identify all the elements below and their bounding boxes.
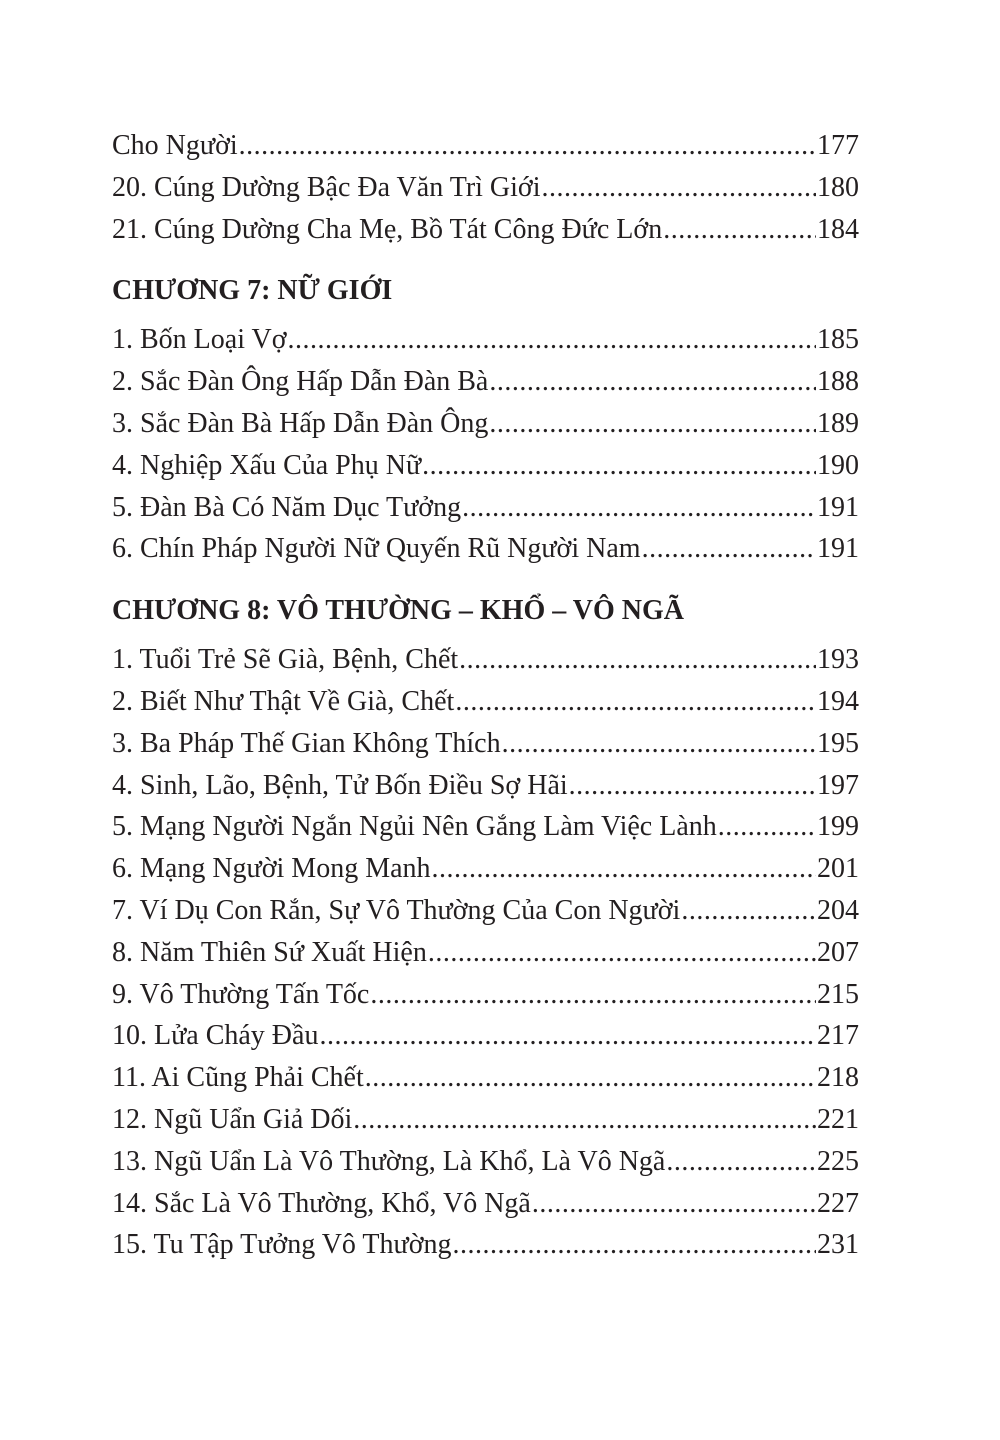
toc-entry (112, 639, 859, 681)
entry-page: 184 (817, 213, 859, 245)
entry-page: 180 (817, 171, 859, 203)
entry-title: 20. Cúng Dường Bậc Đa Văn Trì Giới (112, 171, 541, 203)
entry-page: 195 (817, 727, 859, 759)
dot-leader (502, 723, 816, 765)
entry-page: 188 (817, 366, 859, 398)
entry-title: 14. Sắc Là Vô Thường, Khổ, Vô Ngã (112, 1187, 531, 1219)
toc-chapter-8 (112, 590, 859, 1266)
entry-title: 9. Vô Thường Tấn Tốc (112, 978, 370, 1010)
toc-entry (112, 723, 859, 765)
entry-page: 231 (817, 1229, 859, 1261)
entry-page: 204 (817, 894, 859, 926)
toc-entry (112, 319, 859, 361)
dot-leader (642, 528, 816, 570)
dot-leader (718, 806, 816, 848)
entry-title: 11. Ai Cũng Phải Chết (112, 1062, 364, 1094)
entry-title: 7. Ví Dụ Con Rắn, Sự Vô Thường Của Con Người (112, 894, 681, 926)
dot-leader (353, 1099, 816, 1141)
toc-entry (112, 1224, 859, 1266)
toc-section-continued (112, 125, 859, 250)
dot-leader (432, 848, 816, 890)
chapter-heading: CHƯƠNG 7: NỮ GIỚI (112, 275, 393, 307)
dot-leader (462, 487, 816, 529)
entry-title: 15. Tu Tập Tưởng Vô Thường (112, 1229, 452, 1261)
entry-title: 4. Nghiệp Xấu Của Phụ Nữ (112, 449, 422, 481)
entry-title: 5. Đàn Bà Có Năm Dục Tưởng (112, 491, 462, 523)
entry-title: 2. Biết Như Thật Về Già, Chết (112, 685, 455, 717)
entry-page: 194 (817, 685, 859, 717)
toc-entry (112, 765, 859, 807)
entry-title: 4. Sinh, Lão, Bệnh, Tử Bốn Điều Sợ Hãi (112, 769, 568, 801)
toc-entry (112, 167, 859, 209)
dot-leader (288, 319, 816, 361)
dot-leader (542, 167, 816, 209)
entry-title: 10. Lửa Cháy Đầu (112, 1020, 319, 1052)
dot-leader (453, 1224, 816, 1266)
entry-page: 190 (817, 449, 859, 481)
entry-title: 21. Cúng Dường Cha Mẹ, Bồ Tát Công Đức Lớn (112, 213, 663, 245)
entry-page: 227 (817, 1187, 859, 1219)
entry-title: 2. Sắc Đàn Ông Hấp Dẫn Đàn Bà (112, 366, 489, 398)
entry-page: 207 (817, 936, 859, 968)
entry-title: 3. Sắc Đàn Bà Hấp Dẫn Đàn Ông (112, 407, 489, 439)
entry-title: 1. Bốn Loại Vợ (112, 324, 287, 356)
entry-title: Cho Người (112, 130, 238, 161)
toc-entry (112, 445, 859, 487)
dot-leader (569, 765, 816, 807)
dot-leader (428, 932, 816, 974)
toc-entry (112, 1015, 859, 1057)
toc-entry (112, 528, 859, 570)
toc-entry (112, 932, 859, 974)
dot-leader (459, 639, 816, 681)
entry-page: 199 (817, 811, 859, 843)
toc-entry (112, 487, 859, 529)
dot-leader (422, 445, 816, 487)
toc-entry (112, 1141, 859, 1183)
dot-leader (239, 125, 816, 167)
entry-page: 191 (817, 533, 859, 565)
dot-leader (370, 974, 816, 1016)
dot-leader (666, 1141, 816, 1183)
entry-page: 191 (817, 491, 859, 523)
toc-chapter-7 (112, 270, 859, 570)
toc-entry (112, 848, 859, 890)
entry-title: 6. Chín Pháp Người Nữ Quyến Rũ Người Nam (112, 533, 641, 565)
entry-title: 6. Mạng Người Mong Manh (112, 853, 431, 885)
toc-entry (112, 361, 859, 403)
entry-title: 5. Mạng Người Ngắn Ngủi Nên Gắng Làm Việc Lành (112, 811, 717, 843)
entry-page: 193 (817, 644, 859, 676)
dot-leader (663, 209, 816, 251)
entry-page: 217 (817, 1020, 859, 1052)
entry-title: 8. Năm Thiên Sứ Xuất Hiện (112, 936, 427, 968)
entry-page: 225 (817, 1145, 859, 1177)
entry-title: 13. Ngũ Uẩn Là Vô Thường, Là Khổ, Là Vô Ngã (112, 1145, 666, 1177)
entry-page: 185 (817, 324, 859, 356)
chapter-heading: CHƯƠNG 8: VÔ THƯỜNG – KHỔ – VÔ NGÃ (112, 595, 684, 627)
toc-entry (112, 974, 859, 1016)
dot-leader (489, 403, 816, 445)
entry-title: 3. Ba Pháp Thế Gian Không Thích (112, 727, 501, 759)
entry-page: 218 (817, 1062, 859, 1094)
dot-leader (532, 1183, 816, 1225)
toc-entry (112, 1099, 859, 1141)
dot-leader (365, 1057, 816, 1099)
toc-entry (112, 1183, 859, 1225)
entry-page: 189 (817, 407, 859, 439)
entry-page: 177 (817, 130, 859, 161)
entry-page: 197 (817, 769, 859, 801)
entry-page: 201 (817, 853, 859, 885)
dot-leader (681, 890, 816, 932)
entry-title: 1. Tuổi Trẻ Sẽ Già, Bệnh, Chết (112, 644, 459, 676)
toc-entry (112, 125, 859, 167)
toc-entry (112, 403, 859, 445)
toc-entry (112, 209, 859, 251)
dot-leader (319, 1015, 816, 1057)
toc-entry (112, 1057, 859, 1099)
entry-page: 215 (817, 978, 859, 1010)
entry-title: 12. Ngũ Uẩn Giả Dối (112, 1103, 353, 1135)
toc-entry (112, 681, 859, 723)
entry-page: 221 (817, 1103, 859, 1135)
toc-entry (112, 890, 859, 932)
toc-entry (112, 806, 859, 848)
dot-leader (489, 361, 816, 403)
dot-leader (455, 681, 816, 723)
table-of-contents (112, 125, 859, 1266)
